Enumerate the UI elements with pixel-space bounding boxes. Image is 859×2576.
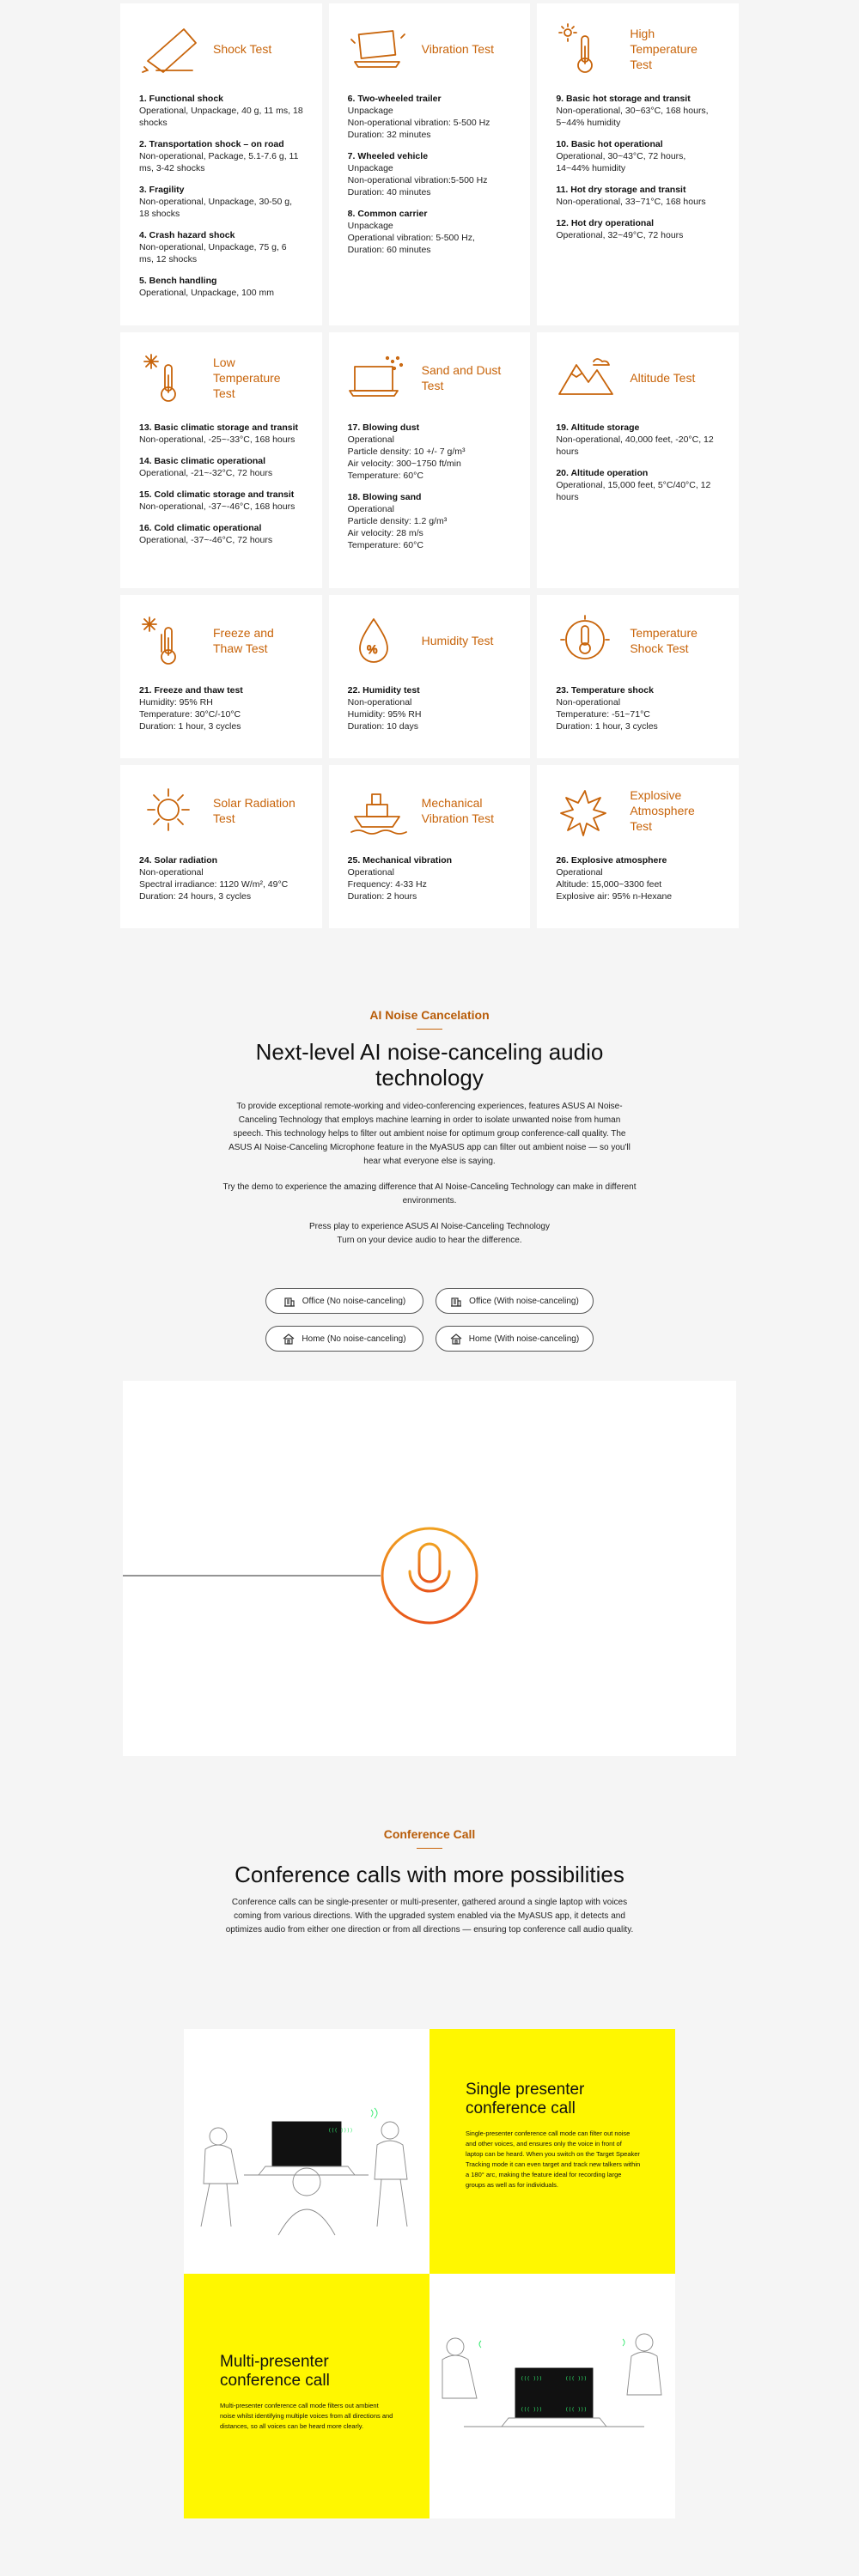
- laptop-icon: [502, 2368, 606, 2427]
- test-item: [556, 854, 720, 902]
- test-item-name: 20. Altitude operation: [556, 468, 649, 478]
- test-item-name: 19. Altitude storage: [556, 422, 640, 433]
- test-item-detail: Operational, Unpackage, 40 g, 11 ms, 18 shocks: [139, 106, 303, 128]
- test-item: [139, 489, 303, 513]
- test-card: [120, 595, 322, 758]
- test-item-name: 8. Common carrier: [347, 209, 428, 219]
- single-presenter-description: Single-presenter conference call mode can filter out noise and other voices, and ensures only the voice in front of laptop can be heard. When you switch on the Target Speaker Tracking mode it can even target and track new talkers within a 180° arc, making the feature ideal for recording large groups as well as for individuals.: [466, 2129, 641, 2189]
- laptop-screen-text-2: ((( ))): [565, 2376, 588, 2382]
- person-right-icon: [375, 2122, 407, 2227]
- test-item-name: 11. Hot dry storage and transit: [556, 185, 686, 195]
- eyebrow-divider: [417, 1029, 442, 1030]
- noise-heading-block: [0, 1039, 859, 1091]
- noise-paragraph-3a: Press play to experience ASUS AI Noise-Canceling Technology: [309, 1222, 550, 1231]
- test-item-detail: Operational: [347, 867, 394, 878]
- test-item: [348, 854, 512, 902]
- test-card-title: Freeze and Thaw Test: [213, 626, 274, 655]
- test-card-header: [139, 611, 303, 671]
- home-with-noise-canceling-button[interactable]: [436, 1326, 594, 1352]
- test-card-header: [556, 348, 720, 408]
- noise-paragraph-1: To provide exceptional remote-working and video-conferencing experiences, features ASUS AI Noise-Canceling Technology that employs machine learning in order to isolate unwanted noise from human speech. This technology helps to filter out ambient noise for optimum group conference-call quality. The ASUS AI Noise-Canceling Microphone feature in the MyASUS app can filter out ambient noise — so you'll hear what everyone else is saying.: [228, 1102, 631, 1166]
- person-left-icon: [201, 2128, 238, 2227]
- test-item-name: 1. Functional shock: [139, 94, 224, 104]
- test-card-header: [556, 19, 720, 79]
- test-item: [139, 275, 303, 299]
- test-item: [139, 522, 303, 546]
- test-item-detail: Humidity: 95% RH: [139, 697, 213, 708]
- test-item: [139, 455, 303, 479]
- test-item-detail: Temperature: -51~71°C: [556, 709, 650, 720]
- svg-text:%: %: [366, 642, 378, 656]
- test-item-detail: Particle density: 10 +/- 7 g/m³: [347, 447, 466, 457]
- test-card-title: Low Temperature Test: [213, 355, 281, 400]
- test-card-title: Vibration Test: [421, 42, 494, 56]
- test-item-name: 17. Blowing dust: [347, 422, 420, 433]
- test-item-detail: Operational, -21~-32°C, 72 hours: [139, 468, 273, 478]
- test-card: [537, 3, 739, 325]
- test-item-detail: Spectral irradiance: 1120 W/m², 49°C: [139, 879, 289, 890]
- home-with-noise-canceling-label: Home (With noise-canceling): [468, 1334, 580, 1344]
- conference-title: Conference calls with more possibilities: [235, 1862, 624, 1887]
- test-item-detail: Non-operational, Unpackage, 75 g, 6 ms, 12 shocks: [139, 242, 287, 264]
- test-item-name: 10. Basic hot operational: [556, 139, 663, 149]
- test-card: [120, 332, 322, 588]
- test-item-detail: Frequency: 4-33 Hz: [347, 879, 427, 890]
- conference-description: Conference calls can be single-presenter or multi-presenter, gathered around a single laptop with voices coming from various directions. With the upgraded system enabled via the MyASUS app, it detects and optimizes audio from either one direction or from all directions — ensuring top conference call audio quality.: [225, 1898, 634, 1935]
- test-item-name: 9. Basic hot storage and transit: [556, 94, 691, 104]
- test-item-detail: Non-operational, -25~-33°C, 168 hours: [139, 434, 295, 445]
- test-item-detail: Particle density: 1.2 g/m³: [347, 516, 448, 526]
- test-card: [537, 332, 739, 588]
- test-card-title: Explosive Atmosphere Test: [630, 788, 695, 833]
- laptop-screen-text: ((( )))): [328, 2128, 353, 2134]
- test-item-detail: Operational: [347, 434, 394, 445]
- home-no-noise-canceling-button[interactable]: [265, 1326, 423, 1352]
- test-item-detail: Operational: [347, 504, 394, 514]
- test-item: [348, 150, 512, 198]
- test-item-detail: Non-operational vibration: 5-500 Hz: [347, 118, 490, 128]
- laptop-screen-text-1: ((( ))): [521, 2376, 543, 2382]
- test-item-name: 16. Cold climatic operational: [139, 523, 262, 533]
- test-item: [556, 184, 720, 208]
- conference-heading-block: [0, 1862, 859, 1887]
- test-card-title: Sand and Dust Test: [421, 363, 502, 392]
- test-item-detail: Operational, 30~43°C, 72 hours, 14~44% humidity: [556, 151, 686, 173]
- noise-eyebrow-block: [0, 1008, 859, 1030]
- test-card-header: [139, 348, 303, 408]
- office-with-noise-canceling-button[interactable]: [436, 1288, 594, 1314]
- office-with-noise-canceling-label: Office (With noise-canceling): [469, 1296, 579, 1306]
- test-item-detail: Temperature: 30°C/-10°C: [139, 709, 241, 720]
- single-presenter-illustration: [184, 2029, 430, 2274]
- sun-icon: [139, 784, 208, 837]
- sound-wave-icon: [371, 2108, 377, 2118]
- test-item-detail: Operational vibration: 5-500 Hz,: [347, 233, 475, 243]
- test-item: [348, 491, 512, 551]
- test-card-header: [139, 19, 303, 79]
- multi-presenter-card: [184, 2274, 430, 2518]
- test-card-header: [556, 781, 720, 841]
- noise-paragraph-2: Try the demo to experience the amazing difference that AI Noise-Canceling Technology can make in different environments.: [222, 1182, 637, 1206]
- laptop-dust-icon: [348, 351, 417, 404]
- test-item: [556, 467, 720, 503]
- test-item: [556, 138, 720, 174]
- test-item-detail: Humidity: 95% RH: [347, 709, 422, 720]
- test-item-detail: Duration: 1 hour, 3 cycles: [556, 721, 658, 732]
- test-card-header: [139, 781, 303, 841]
- test-item: [139, 684, 303, 732]
- test-item: [139, 138, 303, 174]
- test-card-title: Humidity Test: [421, 634, 494, 647]
- laptop-screen-text-4: ((( ))): [565, 2407, 588, 2413]
- noise-demo-player[interactable]: [123, 1381, 736, 1756]
- conference-eyebrow-block: [0, 1827, 859, 1849]
- person-left-icon: [442, 2338, 477, 2398]
- test-item-detail: Operational, -37~-46°C, 72 hours: [139, 535, 273, 545]
- multi-presenter-title: Multi-presenter conference call: [220, 2353, 330, 2390]
- test-item: [139, 93, 303, 129]
- test-item-detail: Unpackage: [347, 106, 393, 116]
- test-card-title: High Temperature Test: [630, 27, 698, 71]
- thermometer-sun-icon: [556, 22, 624, 76]
- mountain-icon: [556, 351, 624, 404]
- presenter-back-icon: [278, 2168, 335, 2235]
- test-item-detail: Duration: 2 hours: [347, 891, 417, 902]
- multi-presenter-illustration: [430, 2274, 675, 2518]
- test-card: [120, 765, 322, 928]
- laptop-vibration-icon: [348, 22, 417, 76]
- test-item-detail: Air velocity: 28 m/s: [347, 528, 423, 538]
- test-item-detail: Operational: [556, 867, 603, 878]
- test-item-detail: Non-operational: [556, 697, 621, 708]
- test-item-name: 13. Basic climatic storage and transit: [139, 422, 298, 433]
- test-item-name: 18. Blowing sand: [347, 492, 422, 502]
- sound-wave-icon: [479, 2339, 624, 2348]
- test-item: [348, 208, 512, 256]
- test-item-detail: Non-operational, -37~-46°C, 168 hours: [139, 501, 295, 512]
- test-item-detail: Non-operational, Unpackage, 30-50 g, 18 shocks: [139, 197, 293, 219]
- building-icon: [450, 1295, 462, 1307]
- test-card: [329, 332, 531, 588]
- test-item-name: 5. Bench handling: [139, 276, 217, 286]
- person-right-icon: [627, 2334, 661, 2395]
- test-item-detail: Duration: 10 days: [347, 721, 418, 732]
- conference-modes: [184, 2029, 675, 2518]
- office-no-noise-canceling-label: Office (No noise-canceling): [302, 1296, 406, 1306]
- test-item: [139, 184, 303, 220]
- test-item-detail: Operational, 32~49°C, 72 hours: [556, 230, 684, 240]
- home-icon: [283, 1333, 295, 1345]
- test-item: [556, 422, 720, 458]
- test-item-detail: Altitude: 15,000~3300 feet: [556, 879, 662, 890]
- conference-eyebrow: Conference Call: [383, 1827, 476, 1841]
- test-item-name: 7. Wheeled vehicle: [347, 151, 429, 161]
- office-no-noise-canceling-button[interactable]: [265, 1288, 423, 1314]
- test-item-name: 3. Fragility: [139, 185, 185, 195]
- test-item-detail: Non-operational, 40,000 feet, -20°C, 12 hours: [556, 434, 714, 457]
- test-item-detail: Explosive air: 95% n-Hexane: [556, 891, 673, 902]
- home-no-noise-canceling-label: Home (No noise-canceling): [302, 1334, 406, 1344]
- test-item-name: 22. Humidity test: [347, 685, 420, 696]
- test-item-name: 12. Hot dry operational: [556, 218, 655, 228]
- test-item-name: 21. Freeze and thaw test: [139, 685, 243, 696]
- test-item: [348, 684, 512, 732]
- test-item-detail: Operational, 15,000 feet, 5°C/40°C, 12 hours: [556, 480, 711, 502]
- test-item: [139, 854, 303, 902]
- conference-text-block: [0, 1896, 859, 1937]
- ship-icon: [348, 784, 417, 837]
- test-item-detail: Air velocity: 300~1750 ft/min: [347, 459, 461, 469]
- test-card-title: Shock Test: [213, 42, 272, 56]
- laptop-drop-icon: [139, 22, 208, 76]
- test-item-detail: Temperature: 60°C: [347, 540, 423, 550]
- test-item-detail: Duration: 24 hours, 3 cycles: [139, 891, 252, 902]
- test-item: [139, 229, 303, 265]
- test-item-detail: Non-operational, 33~71°C, 168 hours: [556, 197, 706, 207]
- test-item: [556, 684, 720, 732]
- test-card-header: [348, 348, 512, 408]
- humidity-drop-icon: [348, 614, 417, 667]
- microphone-visualizer: [123, 1381, 736, 1756]
- test-card-title: Altitude Test: [630, 371, 696, 385]
- test-item-name: 2. Transportation shock – on road: [139, 139, 284, 149]
- test-item: [139, 422, 303, 446]
- test-card-header: [556, 611, 720, 671]
- test-card: [329, 765, 531, 928]
- building-icon: [283, 1295, 295, 1307]
- test-item-detail: Non-operational: [347, 697, 412, 708]
- laptop-icon: [259, 2122, 355, 2175]
- test-item-detail: Duration: 60 minutes: [347, 245, 431, 255]
- test-item: [348, 422, 512, 482]
- test-item: [348, 93, 512, 141]
- test-item-detail: Operational, Unpackage, 100 mm: [139, 288, 275, 298]
- test-card: [537, 765, 739, 928]
- test-card: [329, 3, 531, 325]
- multi-presenter-description: Multi-presenter conference call mode filters out ambient noise whilst identifying multiple voices from all directions and distances, so all voices can be heard more clearly.: [220, 2402, 393, 2430]
- test-card-title: Mechanical Vibration Test: [421, 796, 494, 825]
- test-card-header: [348, 611, 512, 671]
- test-card-title: Temperature Shock Test: [630, 626, 698, 655]
- temperature-shock-icon: [556, 614, 624, 667]
- test-item-detail: Non-operational, 30~63°C, 168 hours, 5~44% humidity: [556, 106, 709, 128]
- test-card-header: [348, 19, 512, 79]
- test-item-detail: Temperature: 60°C: [347, 471, 423, 481]
- noise-demo-buttons: [265, 1288, 594, 1352]
- single-presenter-card: [430, 2029, 675, 2274]
- noise-eyebrow: AI Noise Cancelation: [369, 1008, 490, 1022]
- test-card: [329, 595, 531, 758]
- test-item-name: 14. Basic climatic operational: [139, 456, 266, 466]
- test-item-name: 15. Cold climatic storage and transit: [139, 489, 295, 500]
- thermometer-snow-icon: [139, 351, 208, 404]
- noise-paragraph-3b: Turn on your device audio to hear the difference.: [337, 1236, 522, 1245]
- laptop-screen-text-3: ((( ))): [521, 2407, 543, 2413]
- test-item: [556, 93, 720, 129]
- home-icon: [450, 1333, 462, 1345]
- test-item-name: 6. Two-wheeled trailer: [347, 94, 442, 104]
- test-item-detail: Duration: 40 minutes: [347, 187, 431, 197]
- test-grid: [120, 3, 739, 928]
- test-item-detail: Duration: 1 hour, 3 cycles: [139, 721, 241, 732]
- test-item-name: 4. Crash hazard shock: [139, 230, 235, 240]
- test-item-detail: Unpackage: [347, 163, 393, 173]
- single-presenter-title: Single presenter conference call: [466, 2081, 585, 2117]
- test-item-name: 25. Mechanical vibration: [347, 855, 453, 866]
- test-card: [120, 3, 322, 325]
- test-item-detail: Duration: 32 minutes: [347, 130, 431, 140]
- test-item-name: 26. Explosive atmosphere: [556, 855, 667, 866]
- test-card-header: [348, 781, 512, 841]
- test-item-name: 23. Temperature shock: [556, 685, 654, 696]
- test-item-detail: Non-operational: [139, 867, 204, 878]
- eyebrow-divider: [417, 1848, 442, 1849]
- test-item-detail: Non-operational vibration:5-500 Hz: [347, 175, 488, 185]
- test-card: [537, 595, 739, 758]
- noise-title: Next-level AI noise-canceling audio technology: [255, 1039, 604, 1091]
- noise-text-block: [0, 1100, 859, 1248]
- test-item: [556, 217, 720, 241]
- test-item-detail: Unpackage: [347, 221, 393, 231]
- explosion-icon: [556, 784, 624, 837]
- test-card-title: Solar Radiation Test: [213, 796, 295, 825]
- test-item-detail: Non-operational, Package, 5.1-7.6 g, 11 ms, 3-42 shocks: [139, 151, 299, 173]
- test-item-name: 24. Solar radiation: [139, 855, 218, 866]
- freeze-thaw-icon: [139, 614, 208, 667]
